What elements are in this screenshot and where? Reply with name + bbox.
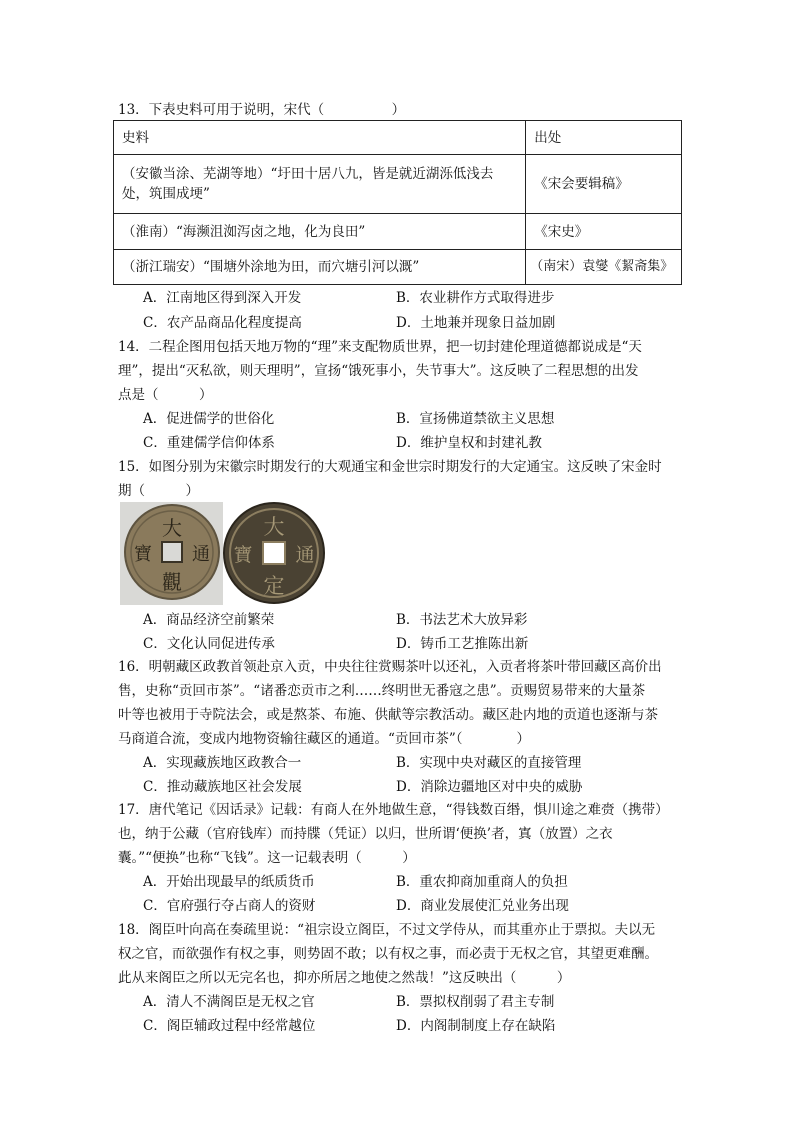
q16-option-c: C．推动藏族地区社会发展 (143, 779, 302, 795)
square-hole (263, 542, 285, 564)
q17-option-a: A．开始出现最早的纸质货币 (143, 874, 315, 890)
q14-stem-line: 14．二程企图用包括天地万物的“理”来支配物质世界，把一切封建伦理道德都说成是“天 (118, 339, 642, 355)
q13-stem: 13．下表史料可用于说明，宋代（ ） (118, 102, 406, 118)
q15-stem-line: 15．如图分别为宋徽宗时期发行的大观通宝和金世宗时期发行的大定通宝。这反映了宋金时 (118, 459, 662, 475)
coin-char: 通 (295, 544, 315, 566)
q17-stem-line: 也，纳于公藏（官府钱库）而持牒（凭证）以归，世所谓‘便换’者，寘（放置）之衣 (118, 826, 613, 842)
q17-option-c: C．官府强行夺占商人的资财 (143, 898, 316, 914)
q18-stem-line: 18．阁臣叶向高在奏疏里说：“祖宗设立阁臣，不过文学侍从，而其重亦止于票拟。夫以无 (118, 922, 656, 938)
q13-option-c: C．农产品商品化程度提高 (143, 315, 302, 331)
q18-option-b: B．票拟权削弱了君主专制 (396, 994, 555, 1010)
q14-stem-line: 点是（ ） (118, 387, 213, 403)
q17-stem-line: 囊。”“便换”也称“飞钱”。这一记载表明（ ） (118, 850, 416, 866)
table-header-origin: 出处 (526, 121, 682, 155)
q18-option-a: A．清人不满阁臣是无权之官 (143, 994, 315, 1010)
q17-option-d: D．商业发展使汇兑业务出现 (396, 898, 569, 914)
q14-option-b: B．宣扬佛道禁欲主义思想 (396, 411, 555, 427)
q16-option-a: A．实现藏族地区政教合一 (143, 755, 302, 771)
q13-option-b: B．农业耕作方式取得进步 (396, 290, 555, 306)
q13-option-d: D．土地兼并现象日益加剧 (396, 315, 556, 331)
q18-stem-line: 权之官，而欲强作有权之事，则势固不敢；以有权之事，而必责于无权之官，其望更难酬。 (118, 946, 658, 962)
coin-char: 寶 (134, 544, 152, 565)
q15-option-a: A．商品经济空前繁荣 (143, 612, 275, 628)
table-row (114, 155, 682, 214)
q17-option-b: B．重农抑商加重商人的负担 (396, 874, 568, 890)
q14-stem-line: 理”，提出“灭私欲，则天理明”，宣扬“饿死事小，失节事大”。这反映了二程思想的出发 (118, 363, 639, 379)
square-hole (162, 542, 182, 562)
q15-stem-line: 期（ ） (118, 483, 199, 499)
q14-option-a: A．促进儒学的世俗化 (143, 411, 275, 427)
daguan-coin (125, 505, 219, 599)
table-cell-source: 《宋史》 (526, 214, 682, 250)
coins-photo (120, 502, 326, 605)
q15-option-b: B．书法艺术大放异彩 (396, 612, 528, 628)
q18-option-c: C．阁臣辅政过程中经常越位 (143, 1018, 316, 1034)
table-row (114, 214, 682, 250)
coin-char: 通 (192, 544, 210, 565)
coin-char: 觀 (162, 570, 182, 594)
table-row (114, 250, 682, 285)
table-cell-source: （南宋）袁燮《絜斋集》 (526, 250, 682, 285)
q18-stem-line: 此从来阁臣之所以无完名也，抑亦所居之地使之然哉！”这反映出（ ） (118, 970, 571, 986)
q16-option-d: D．消除边疆地区对中央的威胁 (396, 779, 583, 795)
q14-option-d: D．维护皇权和封建礼教 (396, 435, 542, 451)
table-cell-text: （浙江瑞安）“围塘外涂地为田，而穴塘引河以溉” (114, 250, 526, 285)
table-cell-text: 处，筑围成埂” (122, 186, 210, 202)
coin-char: 大 (162, 516, 182, 540)
q17-stem-line: 17．唐代笔记《因话录》记载：有商人在外地做生意，“得钱数百缗，惧川途之难赍（携带） (118, 802, 669, 818)
dading-coin (224, 503, 324, 603)
q16-option-b: B．实现中央对藏区的直接管理 (396, 755, 582, 771)
q16-stem-line: 叶等也被用于寺院法会，或是熬茶、布施、供献等宗教活动。藏区赴内地的贡道也逐渐与茶 (118, 707, 658, 723)
coin-char: 寶 (233, 544, 253, 566)
table-cell-source: 《宋会要辑稿》 (526, 155, 682, 214)
table-cell-text: （安徽当涂、芜湖等地）“圩田十居八九，皆是就近湖泺低浅去 (122, 166, 494, 182)
coin-char: 大 (263, 515, 285, 539)
table-header-row (114, 121, 682, 155)
table-cell-text: （淮南）“海濒沮洳泻卤之地，化为良田” (114, 214, 526, 250)
q15-option-c: C．文化认同促进传承 (143, 636, 275, 652)
q13-source-table (113, 120, 682, 285)
q16-stem-line: 售，史称“贡回市茶”。“诸番恋贡市之利……终明世无番寇之患”。贡赐贸易带来的大量茶 (118, 683, 646, 699)
q13-option-a: A．江南地区得到深入开发 (143, 290, 302, 306)
coin-char: 定 (263, 574, 285, 598)
q15-option-d: D．铸币工艺推陈出新 (396, 636, 529, 652)
q16-stem-line: 16．明朝藏区政教首领赴京入贡，中央往往赏赐茶叶以还礼，入贡者将茶叶带回藏区高价出 (118, 659, 662, 675)
q16-stem-line: 马商道合流，变成内地物资输往藏区的通道。“贡回市茶”（ ） (118, 731, 531, 747)
q14-option-c: C．重建儒学信仰体系 (143, 435, 275, 451)
table-header-source-text: 史料 (114, 121, 526, 155)
q18-option-d: D．内阁制制度上存在缺陷 (396, 1018, 556, 1034)
